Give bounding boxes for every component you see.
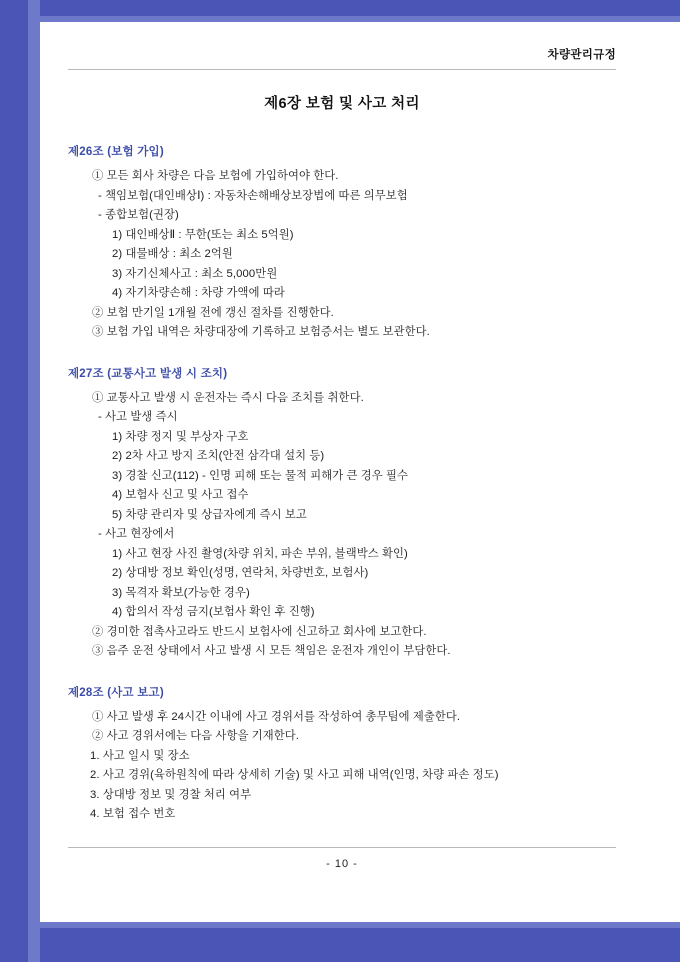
- article-line: 3. 상대방 정보 및 경찰 처리 여부: [90, 788, 252, 801]
- decorative-bottom-band: [0, 928, 680, 962]
- article-line: ② 보험 만기일 1개월 전에 갱신 절차를 진행한다.: [92, 306, 334, 319]
- article-line: ③ 보험 가입 내역은 차량대장에 기록하고 보험증서는 별도 보관한다.: [92, 326, 430, 338]
- article-line: 3) 자기신체사고 : 최소 5,000만원: [112, 267, 278, 280]
- article-line: 4) 자기차량손해 : 차량 가액에 따라: [112, 287, 285, 299]
- decorative-left-band: [0, 0, 28, 962]
- article-heading: 제26조 (보험 가입): [68, 146, 164, 158]
- chapter-title: 제6장 보험 및 사고 처리: [264, 96, 420, 112]
- article-line: 1) 대인배상Ⅱ : 무한(또는 최소 5억원): [112, 228, 294, 241]
- document-page: [40, 22, 652, 922]
- decorative-bottom-accent: [0, 922, 680, 928]
- article-line: 2. 사고 경위(육하원칙에 따라 상세히 기술) 및 사고 피해 내역(인명, 차량 파손 정도): [90, 769, 499, 781]
- article-line: 1) 사고 현장 사진 촬영(차량 위치, 파손 부위, 블랙박스 확인): [112, 547, 408, 560]
- article: [68, 365, 616, 662]
- page-number: - 10 -: [326, 857, 358, 870]
- article-heading: 제27조 (교통사고 발생 시 조치): [68, 367, 228, 380]
- article-line: 2) 2차 사고 방지 조치(안전 삼각대 설치 등): [112, 450, 325, 462]
- article-line: ① 사고 발생 후 24시간 이내에 사고 경위서를 작성하여 총무팀에 제출한다.: [92, 710, 461, 723]
- article-line: ② 사고 경위서에는 다음 사항을 기재한다.: [92, 730, 300, 742]
- article-line: ② 경미한 접촉사고라도 반드시 보험사에 신고하고 회사에 보고한다.: [92, 625, 427, 638]
- article-line: 2) 상대방 정보 확인(성명, 연락처, 차량번호, 보험사): [112, 567, 369, 579]
- article-line: 4. 보험 접수 번호: [90, 808, 176, 820]
- decorative-top-band: [0, 0, 680, 16]
- article-line: 1. 사고 일시 및 장소: [90, 749, 190, 762]
- article-line: 3) 경찰 신고(112) - 인명 피해 또는 물적 피해가 큰 경우 필수: [112, 469, 409, 482]
- header-divider: [68, 69, 616, 70]
- articles-container: [68, 143, 616, 825]
- article-line: ① 모든 회사 차량은 다음 보험에 가입하여야 한다.: [92, 170, 339, 182]
- article-heading: 제28조 (사고 보고): [68, 686, 164, 699]
- document-content: [68, 46, 616, 870]
- article-line: 4) 합의서 작성 금지(보험사 확인 후 진행): [112, 606, 315, 618]
- document-header-title: 차량관리규정: [547, 49, 616, 61]
- article: [68, 143, 616, 343]
- article-line: 5) 차량 관리자 및 상급자에게 즉시 보고: [112, 508, 307, 521]
- article-line: - 사고 발생 즉시: [98, 411, 178, 423]
- article-line: - 사고 현장에서: [98, 528, 175, 540]
- decorative-left-accent: [28, 0, 40, 962]
- article-line: 4) 보험사 신고 및 사고 접수: [112, 489, 249, 501]
- article-line: ③ 음주 운전 상태에서 사고 발생 시 모든 책임은 운전자 개인이 부담한다.: [92, 645, 451, 657]
- article-line: - 종합보험(권장): [98, 209, 179, 221]
- article-line: - 책임보험(대인배상Ⅰ) : 자동차손해배상보장법에 따른 의무보험: [98, 189, 408, 202]
- article-line: 2) 대물배상 : 최소 2억원: [112, 248, 233, 260]
- article-line: 1) 차량 정지 및 부상자 구호: [112, 430, 249, 443]
- article-line: ① 교통사고 발생 시 운전자는 즉시 다음 조치를 취한다.: [92, 391, 364, 404]
- footer-divider: [68, 847, 616, 848]
- article: [68, 684, 616, 825]
- article-line: 3) 목격자 확보(가능한 경우): [112, 586, 250, 599]
